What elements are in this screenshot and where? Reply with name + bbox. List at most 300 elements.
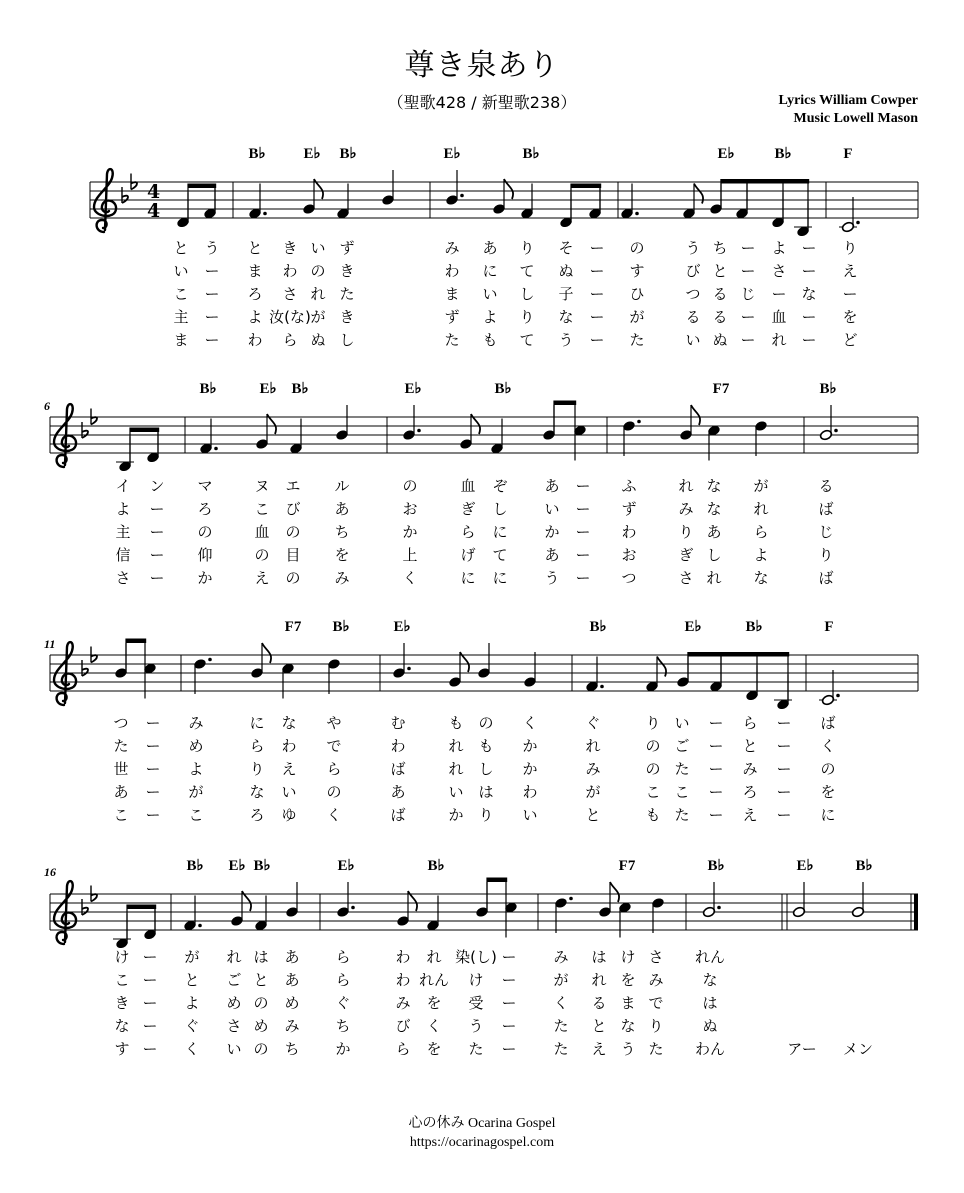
note	[839, 197, 860, 233]
lyric-syllable: あ	[390, 783, 406, 801]
lyric-syllable: を	[426, 1040, 442, 1058]
lyric-verse	[114, 971, 717, 989]
lyric-syllable: び	[395, 1017, 411, 1035]
lyric-syllable: つ	[113, 714, 129, 732]
lyric-syllable: ー	[204, 308, 220, 326]
lyric-verse	[173, 262, 857, 280]
lyric-syllable: を	[334, 546, 350, 564]
lyric-syllable: ー	[142, 971, 158, 989]
flat-sign-icon	[82, 660, 88, 676]
lyric-syllable: し	[339, 331, 355, 349]
lyric-syllable: ー	[589, 239, 605, 257]
flat-sign-icon	[122, 187, 128, 203]
lyric-syllable: 主	[173, 308, 189, 326]
chord-symbol: E♭	[717, 146, 735, 162]
lyric-syllable: の	[197, 523, 213, 541]
note	[792, 882, 805, 918]
lyric-syllable: ば	[818, 500, 834, 518]
lyric-syllable: わん	[694, 1040, 726, 1058]
lyric-syllable: し	[519, 285, 535, 303]
music-credit: Music Lowell Mason	[793, 111, 918, 126]
lyric-syllable: は	[253, 948, 269, 966]
lyric-verse	[113, 806, 835, 824]
lyric-syllable: 血	[460, 477, 476, 495]
lyric-syllable: ぎ	[460, 500, 476, 518]
dot	[198, 924, 202, 928]
lyric-syllable: え	[254, 569, 270, 587]
lyric-syllable: こ	[173, 285, 189, 303]
lyric-syllable: く	[184, 1040, 200, 1058]
lyric-syllable: こ	[645, 783, 661, 801]
lyric-syllable: ー	[204, 285, 220, 303]
lyric-syllable: た	[674, 806, 690, 824]
lyric-syllable: マ	[197, 477, 213, 495]
lyric-verse	[173, 331, 857, 349]
lyric-syllable: ー	[801, 239, 817, 257]
chord-symbol: B♭	[494, 381, 512, 397]
lyric-syllable: わ	[395, 948, 411, 966]
lyric-syllable: ー	[501, 948, 517, 966]
time-signature-top: 4	[147, 181, 161, 203]
lyric-syllable: ー	[776, 806, 792, 824]
lyric-syllable: こ	[254, 500, 270, 518]
lyric-syllable: さ	[678, 569, 694, 587]
lyric-syllable: さ	[115, 569, 131, 587]
hymn-number-subtitle: （聖歌428 / 新聖歌238）	[387, 93, 577, 112]
lyric-syllable: い	[685, 331, 701, 349]
lyric-verse	[114, 948, 725, 966]
lyric-syllable: か	[197, 569, 213, 587]
note	[381, 170, 394, 206]
lyric-syllable: れ	[226, 948, 242, 966]
lyric-syllable: ー	[776, 783, 792, 801]
lyric-syllable: れん	[418, 971, 450, 989]
lyric-syllable: え	[842, 262, 858, 280]
note	[618, 902, 631, 938]
dot	[717, 906, 721, 910]
lyric-syllable: め	[188, 737, 204, 755]
staff-system	[44, 381, 918, 587]
beam	[188, 184, 216, 189]
lyric-syllable: ー	[145, 737, 161, 755]
lyric-syllable: 汝(な)	[269, 308, 311, 326]
lyric-syllable: ら	[282, 331, 298, 349]
lyric-verse	[114, 1040, 873, 1058]
lyric-syllable: な	[620, 1017, 636, 1035]
lyric-syllable: あ	[544, 477, 560, 495]
lyric-syllable: み	[444, 239, 460, 257]
note	[523, 652, 536, 688]
lyric-syllable: ー	[842, 285, 858, 303]
lyric-syllable: が	[188, 783, 204, 801]
lyric-syllable: ぬ	[702, 1017, 718, 1035]
lyric-syllable: ろ	[742, 783, 758, 801]
lyric-syllable: アー	[787, 1040, 817, 1058]
lyric-syllable: ー	[145, 714, 161, 732]
lyric-syllable: よ	[247, 308, 263, 326]
lyric-syllable: 染(し)	[455, 948, 497, 966]
lyric-syllable: こ	[113, 806, 129, 824]
lyric-syllable: の	[254, 546, 270, 564]
beam	[127, 905, 156, 910]
lyric-syllable: な	[801, 285, 817, 303]
lyric-syllable: ゆ	[281, 806, 297, 824]
lyric-syllable: ら	[460, 523, 476, 541]
lyric-syllable: ろ	[197, 500, 213, 518]
lyric-syllable: の	[310, 262, 326, 280]
lyric-syllable: れ	[310, 285, 326, 303]
treble-clef-icon	[54, 642, 76, 705]
lyric-syllable: と	[585, 806, 601, 824]
lyric-syllable: ー	[771, 285, 787, 303]
time-signature-bottom: 4	[147, 200, 161, 222]
lyric-syllable: ヌ	[254, 477, 270, 495]
lyric-syllable: く	[522, 714, 538, 732]
lyric-syllable: か	[448, 806, 464, 824]
lyric-syllable: む	[390, 714, 406, 732]
lyric-syllable: ち	[284, 1040, 300, 1058]
note	[490, 419, 503, 455]
lyric-syllable: も	[448, 714, 464, 732]
lyric-syllable: み	[585, 760, 601, 778]
lyric-syllable: ぐ	[585, 714, 601, 732]
note	[651, 897, 664, 933]
lyric-syllable: ご	[674, 737, 690, 755]
lyric-syllable: ふ	[621, 477, 637, 495]
lyric-syllable: り	[648, 1017, 664, 1035]
note	[116, 437, 134, 473]
lyric-syllable: き	[282, 239, 298, 257]
chord-symbol: E♭	[228, 858, 246, 874]
lyric-syllable: が	[184, 948, 200, 966]
note	[585, 657, 603, 693]
lyric-syllable: ら	[335, 971, 351, 989]
lyric-syllable: と	[742, 737, 758, 755]
lyric-syllable: ど	[842, 331, 858, 349]
dot	[407, 667, 411, 671]
note	[183, 896, 201, 932]
lyric-syllable: ぐ	[184, 1017, 200, 1035]
lyric-syllable: く	[553, 994, 569, 1012]
lyric-syllable: か	[544, 523, 560, 541]
lyric-syllable: り	[519, 308, 535, 326]
lyric-verse	[173, 308, 857, 326]
lyric-syllable: と	[184, 971, 200, 989]
lyric-syllable: り	[249, 760, 265, 778]
lyric-syllable: か	[402, 523, 418, 541]
lyric-syllable: た	[674, 760, 690, 778]
lyric-syllable: お	[621, 546, 637, 564]
lyric-syllable: み	[334, 569, 350, 587]
lyric-syllable: ら	[742, 714, 758, 732]
lyric-syllable: あ	[334, 500, 350, 518]
note	[794, 202, 812, 238]
lyric-syllable: ま	[247, 262, 263, 280]
chord-symbol: E♭	[796, 858, 814, 874]
lyric-syllable: れ	[706, 569, 722, 587]
lyric-syllable: や	[326, 714, 342, 732]
lyric-syllable: み	[678, 500, 694, 518]
chord-symbol: F	[843, 146, 853, 162]
chord-symbol: B♭	[855, 858, 873, 874]
lyric-syllable: 血	[771, 308, 787, 326]
lyric-syllable: よ	[115, 500, 131, 518]
chord-symbol: B♭	[774, 146, 792, 162]
lyric-syllable: さ	[226, 1017, 242, 1035]
lyric-syllable: 受	[468, 994, 484, 1012]
lyric-syllable: ず	[621, 500, 637, 518]
lyric-syllable: さ	[771, 262, 787, 280]
dot	[836, 694, 840, 698]
chord-symbol: F7	[284, 619, 302, 635]
lyric-syllable: ら	[753, 523, 769, 541]
lyric-syllable: ー	[149, 523, 165, 541]
lyric-syllable: ず	[444, 308, 460, 326]
lyric-syllable: り	[678, 523, 694, 541]
lyric-syllable: う	[204, 239, 220, 257]
flat-sign-icon	[82, 422, 88, 438]
lyric-syllable: さ	[648, 948, 664, 966]
lyric-syllable: ー	[708, 783, 724, 801]
note	[620, 184, 638, 220]
lyric-syllable: た	[553, 1017, 569, 1035]
lyric-syllable: ー	[708, 760, 724, 778]
lyric-syllable: 世	[113, 760, 129, 778]
lyric-verse	[113, 760, 835, 778]
lyric-syllable: じ	[818, 523, 834, 541]
beam	[688, 652, 789, 657]
lyric-syllable: ぎ	[678, 546, 694, 564]
lyric-syllable: ー	[145, 806, 161, 824]
lyric-syllable: れ	[591, 971, 607, 989]
lyric-syllable: り	[842, 239, 858, 257]
lyric-syllable: つ	[685, 285, 701, 303]
lyric-syllable: す	[114, 1040, 130, 1058]
lyric-verse	[173, 285, 857, 303]
lyric-syllable: わ	[444, 262, 460, 280]
lyric-syllable: よ	[771, 239, 787, 257]
lyric-syllable: お	[402, 500, 418, 518]
lyric-syllable: い	[173, 262, 189, 280]
chord-symbol: F7	[618, 858, 636, 874]
lyric-syllable: イ	[115, 477, 131, 495]
dot	[569, 897, 573, 901]
beam	[487, 878, 507, 883]
lyric-syllable: き	[339, 308, 355, 326]
lyric-syllable: の	[326, 783, 342, 801]
lyric-syllable: を	[820, 783, 836, 801]
note	[336, 184, 349, 220]
lyric-syllable: み	[553, 948, 569, 966]
lyric-syllable: ー	[575, 546, 591, 564]
lyric-syllable: の	[253, 1040, 269, 1058]
lyric-syllable: ば	[820, 714, 836, 732]
lyric-syllable: を	[620, 971, 636, 989]
lyric-syllable: る	[712, 308, 728, 326]
lyric-syllable: た	[339, 285, 355, 303]
note	[554, 897, 572, 933]
lyric-syllable: の	[253, 994, 269, 1012]
lyric-syllable: た	[648, 1040, 664, 1058]
beam	[130, 428, 159, 433]
lyric-syllable: な	[558, 308, 574, 326]
lyric-syllable: ー	[776, 714, 792, 732]
lyric-syllable: り	[818, 546, 834, 564]
lyric-syllable: か	[522, 737, 538, 755]
lyric-syllable: ー	[801, 308, 817, 326]
lyric-syllable: 主	[115, 523, 131, 541]
footer-brand: 心の休み Ocarina Gospel	[408, 1116, 556, 1131]
lyric-syllable: う	[685, 239, 701, 257]
lyric-syllable: な	[753, 569, 769, 587]
lyric-syllable: ー	[575, 523, 591, 541]
lyric-syllable: ら	[249, 737, 265, 755]
lyric-syllable: な	[702, 971, 718, 989]
lyric-syllable: し	[492, 500, 508, 518]
staff-system	[90, 146, 918, 349]
lyric-syllable: こ	[188, 806, 204, 824]
lyric-syllable: な	[114, 1017, 130, 1035]
footer-url[interactable]: https://ocarinagospel.com	[409, 1135, 555, 1150]
lyric-syllable: み	[188, 714, 204, 732]
lyric-syllable: よ	[188, 760, 204, 778]
lyric-syllable: さ	[282, 285, 298, 303]
lyric-syllable: く	[326, 806, 342, 824]
lyric-syllable: ご	[226, 971, 242, 989]
lyric-syllable: て	[492, 546, 508, 564]
lyric-syllable: え	[281, 760, 297, 778]
lyric-syllable: 信	[115, 546, 131, 564]
lyric-syllable: こ	[114, 971, 130, 989]
dot	[208, 658, 212, 662]
lyric-syllable: そ	[558, 239, 574, 257]
lyric-syllable: よ	[753, 546, 769, 564]
lyric-syllable: ー	[575, 569, 591, 587]
treble-clef-icon	[54, 881, 76, 944]
lyric-syllable: ー	[145, 760, 161, 778]
lyric-syllable: と	[173, 239, 189, 257]
lyric-syllable: ろ	[249, 806, 265, 824]
lyric-syllable: な	[249, 783, 265, 801]
note	[707, 425, 720, 461]
lyric-syllable: ー	[589, 308, 605, 326]
chord-symbol: B♭	[332, 619, 350, 635]
lyric-syllable: で	[648, 994, 664, 1012]
lyric-syllable: を	[842, 308, 858, 326]
dot	[351, 906, 355, 910]
chord-symbol: B♭	[707, 858, 725, 874]
lyric-syllable: な	[706, 477, 722, 495]
chord-symbol: B♭	[253, 858, 271, 874]
lyric-syllable: り	[645, 714, 661, 732]
lyric-syllable: よ	[482, 308, 498, 326]
lyric-syllable: ー	[776, 760, 792, 778]
lyric-syllable: ま	[444, 285, 460, 303]
lyric-syllable: 仰	[197, 546, 213, 564]
lyric-syllable: も	[482, 331, 498, 349]
note	[851, 882, 864, 918]
lyric-syllable: ぬ	[310, 331, 326, 349]
lyric-syllable: ぬ	[558, 262, 574, 280]
lyric-syllable: も	[645, 806, 661, 824]
lyric-syllable: く	[402, 569, 418, 587]
lyric-syllable: ー	[708, 714, 724, 732]
footer	[0, 1114, 964, 1152]
lyric-verse	[113, 714, 835, 732]
lyric-verse	[115, 569, 833, 587]
lyric-syllable: れん	[694, 948, 726, 966]
lyric-syllable: わ	[282, 262, 298, 280]
lyric-syllable: あ	[284, 971, 300, 989]
beam	[571, 184, 601, 189]
lyric-syllable: は	[591, 948, 607, 966]
lyric-syllable: が	[553, 971, 569, 989]
note	[113, 914, 131, 950]
lyric-syllable: り	[478, 806, 494, 824]
lyric-syllable: れ	[426, 948, 442, 966]
lyric-verse	[115, 500, 833, 518]
treble-clef-icon	[94, 169, 116, 232]
lyric-syllable: ら	[326, 760, 342, 778]
lyric-syllable: で	[326, 737, 342, 755]
lyric-syllable: た	[553, 1040, 569, 1058]
lyric-syllable: け	[620, 948, 636, 966]
lyric-syllable: け	[468, 971, 484, 989]
lyric-syllable: ー	[149, 546, 165, 564]
eighth-flag	[262, 643, 271, 663]
lyric-syllable: び	[285, 500, 301, 518]
note	[622, 420, 640, 456]
lyric-syllable: ず	[339, 239, 355, 257]
lyric-syllable: た	[444, 331, 460, 349]
lyric-syllable: の	[645, 760, 661, 778]
dot	[214, 447, 218, 451]
chord-symbol: E♭	[303, 146, 321, 162]
lyric-syllable: ー	[708, 737, 724, 755]
chord-symbol: E♭	[393, 619, 411, 635]
lyric-syllable: も	[478, 737, 494, 755]
staff-system	[44, 858, 918, 1058]
lyric-syllable: こ	[674, 783, 690, 801]
eighth-flag	[610, 882, 619, 902]
lyric-syllable: は	[478, 783, 494, 801]
lyric-syllable: ー	[575, 477, 591, 495]
dot	[856, 221, 860, 225]
lyric-syllable: し	[478, 760, 494, 778]
chord-symbol: B♭	[199, 381, 217, 397]
lyric-syllable: ら	[335, 948, 351, 966]
note	[193, 658, 211, 694]
lyric-syllable: ち	[712, 239, 728, 257]
chord-symbol: E♭	[684, 619, 702, 635]
chord-symbol: B♭	[589, 619, 607, 635]
chord-symbol: B♭	[819, 381, 837, 397]
lyric-syllable: ろ	[247, 285, 263, 303]
lyric-syllable: ぬ	[712, 331, 728, 349]
lyric-verse	[115, 546, 833, 564]
lyric-syllable: い	[448, 783, 464, 801]
lyric-syllable: る	[591, 994, 607, 1012]
measure-number: 16	[44, 865, 56, 879]
note	[477, 643, 490, 679]
chord-symbol: B♭	[522, 146, 540, 162]
lyric-syllable: れ	[753, 500, 769, 518]
chord-symbol: E♭	[443, 146, 461, 162]
note	[285, 882, 298, 918]
lyric-syllable: 血	[254, 523, 270, 541]
lyric-syllable: び	[685, 262, 701, 280]
lyric-syllable: ー	[589, 331, 605, 349]
